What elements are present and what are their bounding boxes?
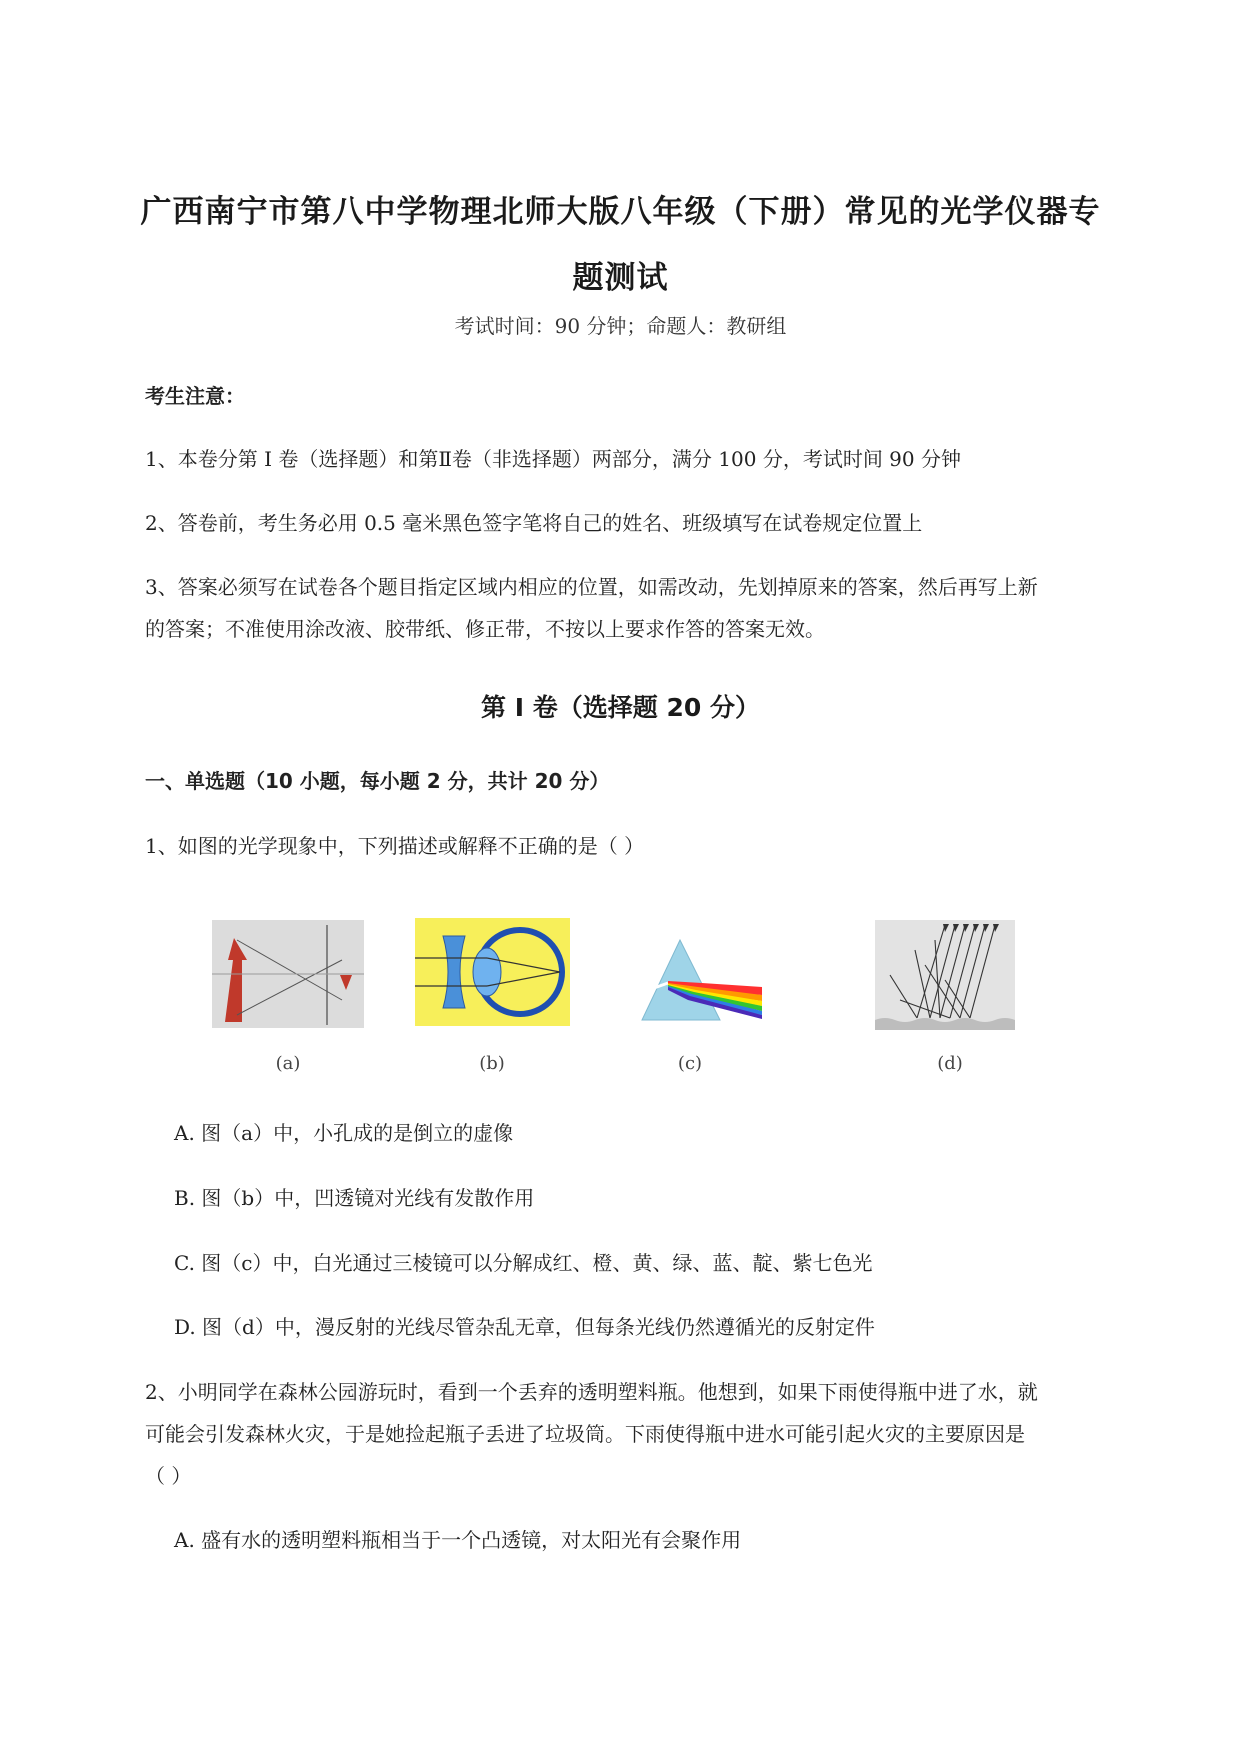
exam-meta: 考试时间：90 分钟；命题人：教研组 bbox=[454, 314, 787, 338]
page-title-line1: 广西南宁市第八中学物理北师大版八年级（下册）常见的光学仪器专 bbox=[140, 194, 1101, 230]
figure-a-pinhole bbox=[212, 920, 364, 1028]
figure-d-diffuse bbox=[875, 920, 1015, 1030]
q1-option-a[interactable]: A. 图（a）中，小孔成的是倒立的虚像 bbox=[174, 1121, 514, 1145]
caption-a: (a) bbox=[275, 1053, 301, 1074]
figure-c-prism bbox=[640, 935, 765, 1025]
section-title: 第 I 卷（选择题 20 分） bbox=[481, 693, 760, 722]
caption-d: (d) bbox=[937, 1053, 963, 1074]
q1-option-c[interactable]: C. 图（c）中，白光通过三棱镜可以分解成红、橙、黄、绿、蓝、靛、紫七色光 bbox=[174, 1251, 873, 1275]
notice-item-1: 1、本卷分第 I 卷（选择题）和第Ⅱ卷（非选择题）两部分，满分 100 分，考试时间 90 分钟 bbox=[145, 447, 961, 471]
notice-item-3-cont: 的答案；不准使用涂改液、胶带纸、修正带，不按以上要求作答的答案无效。 bbox=[145, 617, 825, 641]
page-title-line2: 题测试 bbox=[572, 260, 669, 296]
notice-heading: 考生注意： bbox=[145, 384, 245, 408]
question-2-stem-line1: 2、小明同学在森林公园游玩时，看到一个丢弃的透明塑料瓶。他想到，如果下雨使得瓶中进了水，就 bbox=[145, 1380, 1038, 1404]
question-1-stem: 1、如图的光学现象中，下列描述或解释不正确的是（ ） bbox=[145, 834, 645, 858]
notice-item-2: 2、答卷前，考生务必用 0.5 毫米黑色签字笔将自己的姓名、班级填写在试卷规定位置上 bbox=[145, 511, 923, 535]
part-heading: 一、单选题（10 小题，每小题 2 分，共计 20 分） bbox=[145, 769, 610, 793]
q1-option-b[interactable]: B. 图（b）中，凹透镜对光线有发散作用 bbox=[174, 1186, 535, 1210]
question-2-stem-line3: （ ） bbox=[145, 1464, 192, 1488]
caption-c: (c) bbox=[677, 1053, 703, 1074]
question-2-stem-line2: 可能会引发森林火灾，于是她捡起瓶子丢进了垃圾筒。下雨使得瓶中进水可能引起火灾的主要原因是 bbox=[145, 1422, 1025, 1446]
caption-b: (b) bbox=[479, 1053, 505, 1074]
q2-option-a[interactable]: A. 盛有水的透明塑料瓶相当于一个凸透镜，对太阳光有会聚作用 bbox=[174, 1528, 742, 1552]
q1-option-d[interactable]: D. 图（d）中，漫反射的光线尽管杂乱无章，但每条光线仍然遵循光的反射定件 bbox=[174, 1315, 875, 1339]
notice-item-3: 3、答案必须写在试卷各个题目指定区域内相应的位置，如需改动，先划掉原来的答案，然后再写上新 bbox=[145, 575, 1038, 599]
figure-b-eye-lens bbox=[415, 918, 570, 1026]
